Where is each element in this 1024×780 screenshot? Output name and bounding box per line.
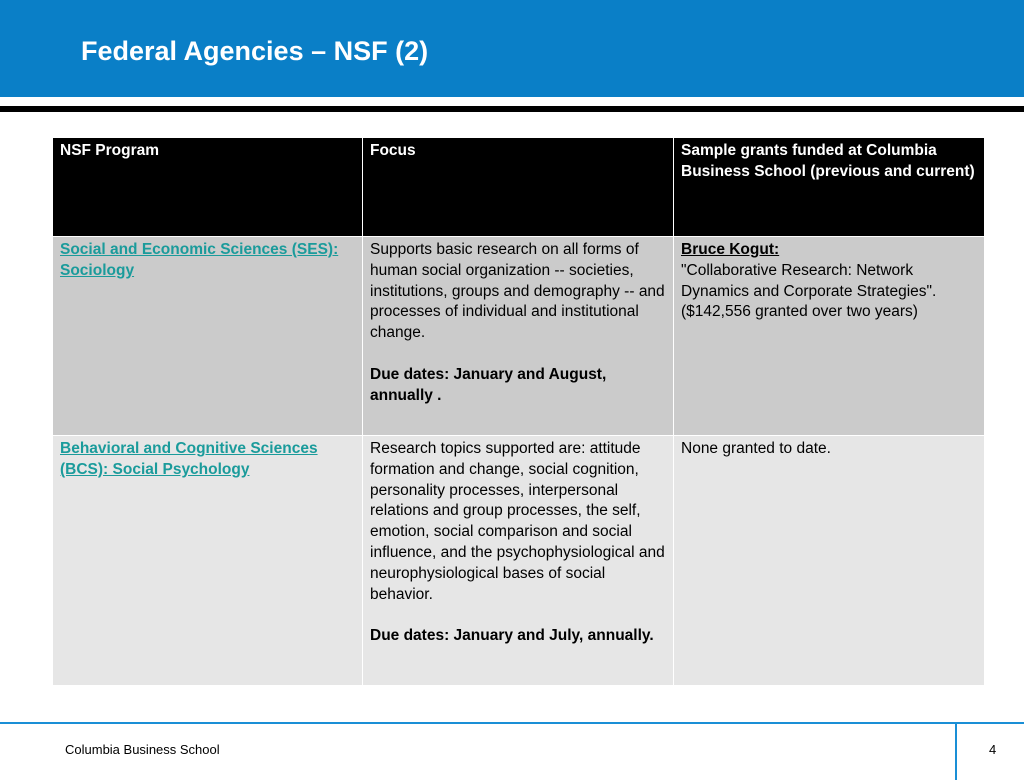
header-nsf-program: NSF Program	[53, 138, 363, 237]
grant-cell	[674, 237, 985, 436]
due-dates: Due dates: January and August, annually .	[370, 365, 607, 404]
grant-description: "Collaborative Research: Network Dynamics and Corporate Strategies". ($142,556 granted over two years)	[681, 261, 937, 321]
header-sample-grants: Sample grants funded at Columbia Business School (previous and current)	[674, 138, 985, 237]
program-link-ses-sociology[interactable]: Social and Economic Sciences (SES): Sociology	[60, 241, 339, 279]
slide-title: Federal Agencies – NSF (2)	[81, 36, 429, 66]
focus-description: Supports basic research on all forms of human social organization -- societies, institutions, groups and demography -- and processes of individual and institutional change.	[370, 241, 665, 342]
table-row	[53, 237, 985, 436]
footer-divider	[0, 722, 1024, 724]
title-band	[0, 0, 1024, 97]
grant-recipient: Bruce Kogut:	[681, 241, 780, 258]
grant-description: None granted to date.	[681, 440, 831, 457]
table-row	[53, 436, 985, 686]
footer-organization: Columbia Business School	[65, 742, 220, 757]
footer-vertical-divider	[955, 724, 957, 780]
nsf-program-table	[52, 137, 984, 686]
program-link-bcs-social-psychology[interactable]: Behavioral and Cognitive Sciences (BCS): Social Psychology	[60, 440, 318, 478]
due-dates: Due dates: January and July, annually.	[370, 627, 654, 645]
title-divider	[0, 106, 1024, 112]
focus-description: Research topics supported are: attitude formation and change, social cognition, personality processes, interpersonal relations and group processes, the self, emotion, social comparison and social influence, and the psychophysiological and neurophysiological bases of social behavior.	[370, 440, 665, 603]
focus-cell	[363, 237, 674, 436]
grant-cell	[674, 436, 985, 686]
page-number: 4	[989, 742, 997, 757]
program-cell	[53, 237, 363, 436]
focus-cell	[363, 436, 674, 686]
program-cell	[53, 436, 363, 686]
header-focus: Focus	[363, 138, 674, 237]
table-header-row	[53, 138, 985, 237]
